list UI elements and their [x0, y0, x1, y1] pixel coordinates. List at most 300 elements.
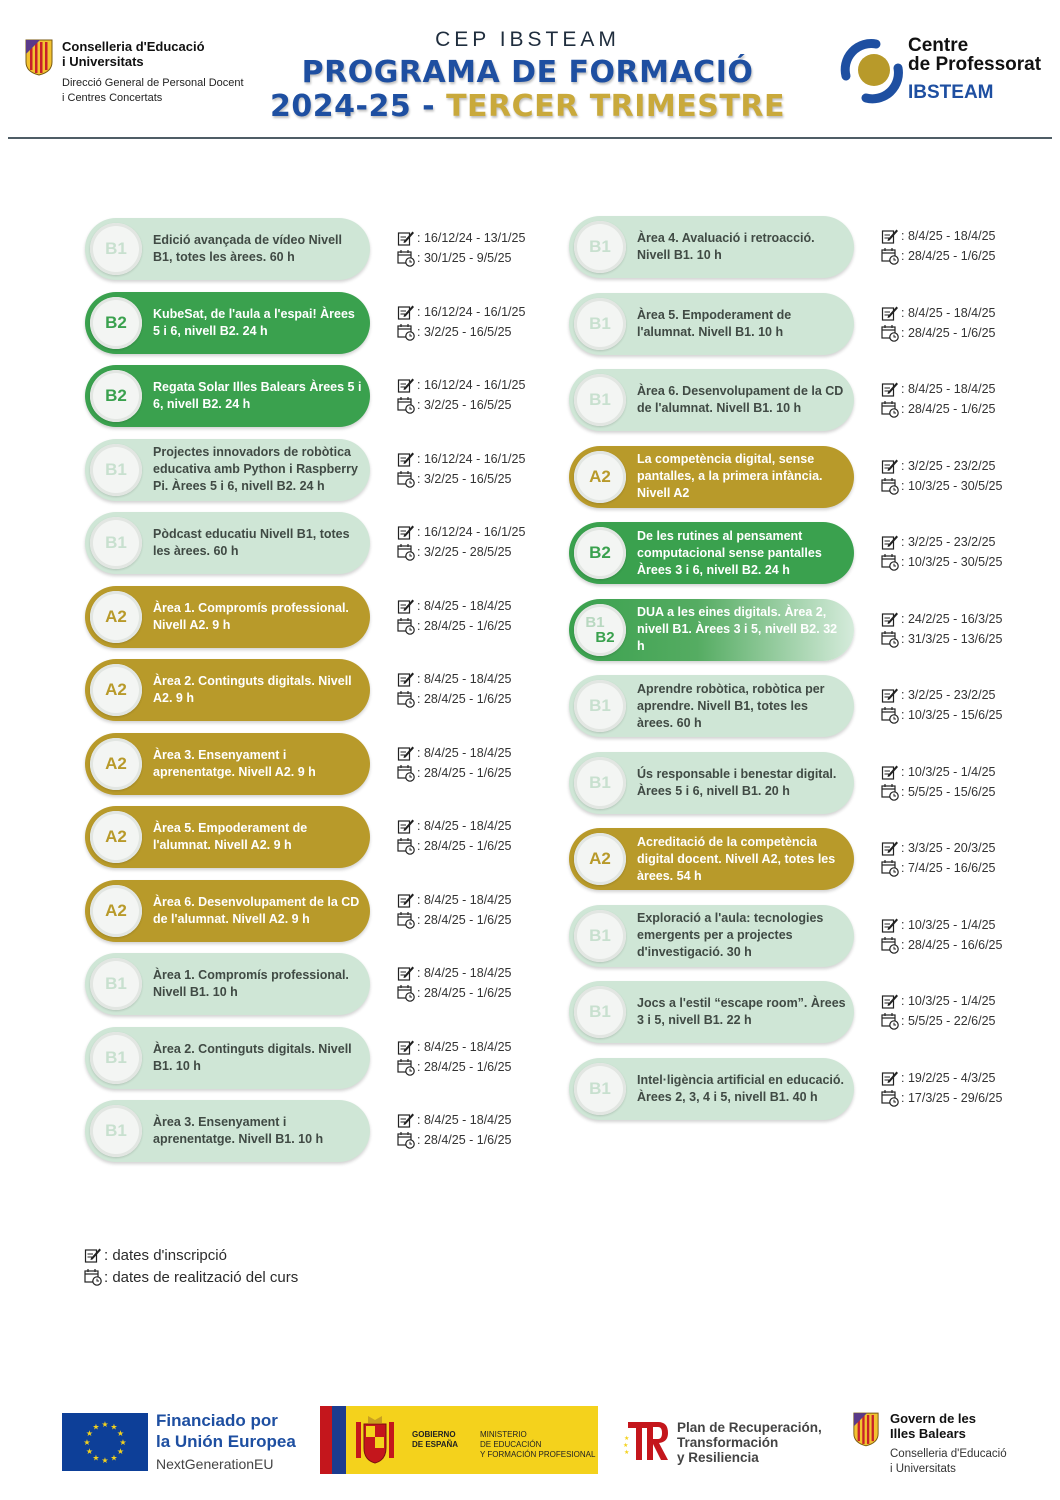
realization-dates-value: : 3/2/25 - 28/5/25: [417, 545, 512, 559]
course-dates: [397, 596, 512, 636]
realization-dates-value: : 3/2/25 - 16/5/25: [417, 471, 512, 486]
course-dates: [881, 303, 996, 343]
level-badge-label: A2: [105, 900, 127, 920]
calendar-clock-icon: [881, 630, 899, 648]
level-badge: [574, 1063, 626, 1115]
centre-professorat-logo: [836, 36, 1046, 106]
calendar-clock-icon: [881, 859, 899, 877]
inscription-dates: [397, 522, 525, 542]
svg-text:★: ★: [92, 1453, 100, 1463]
realization-dates: [881, 935, 1002, 955]
realization-dates-value: : 3/2/25 - 16/5/25: [417, 398, 512, 412]
realization-dates: [397, 1057, 512, 1077]
inscription-icon: [881, 610, 899, 628]
balearic-crest-icon: [24, 38, 54, 76]
calendar-clock-icon: [397, 1058, 415, 1076]
cep-ibsteam: IBSTEAM: [908, 82, 994, 103]
level-badge-label: B1: [105, 1121, 127, 1140]
calendar-clock-icon: [397, 837, 415, 855]
course-pill: [85, 806, 370, 868]
course-pill: [85, 586, 370, 648]
level-badge: [574, 757, 626, 809]
course-title: [637, 905, 847, 967]
calendar-clock-icon: [397, 323, 415, 341]
course-pill: [85, 659, 370, 721]
govern-balears-crest-icon: [852, 1410, 880, 1448]
calendar-clock-icon: [881, 706, 899, 724]
inscription-dates: [397, 302, 525, 322]
gobierno-line1: GOBIERNO: [412, 1430, 456, 1439]
realization-dates: [881, 552, 1002, 572]
course-title-text: Acreditació de la competència digital docent. Nivell A2, totes les àrees. 54 h: [637, 834, 836, 883]
conselleria-name: [62, 39, 205, 69]
level-badge-label: B2: [105, 386, 127, 405]
inscription-dates: [881, 532, 1002, 552]
inscription-icon: [397, 303, 415, 321]
prtr-logo-icon: [622, 1416, 672, 1466]
conselleria-name-line2: i Universitats: [62, 54, 144, 69]
calendar-clock-icon: [881, 400, 899, 418]
calendar-clock-icon: [881, 324, 899, 342]
realization-dates-value: : 28/4/25 - 1/6/25: [417, 1133, 512, 1147]
page-title: [240, 56, 815, 124]
cep-name: [908, 36, 1041, 74]
page-title-line2: [240, 90, 815, 124]
inscription-icon: [881, 304, 899, 322]
course-pill: [85, 953, 370, 1015]
flag-blue-stripe: [332, 1406, 346, 1474]
inscription-dates: [881, 379, 996, 399]
inscription-icon: [397, 597, 415, 615]
course-title-text: Edició avançada de vídeo Nivell B1, totes les àrees. 60 h: [153, 233, 342, 264]
level-badge-label: B1: [589, 925, 611, 945]
direccio-general-line1: Direcció General de Personal Docent: [62, 77, 244, 89]
inscription-dates: [397, 596, 512, 616]
course-pill: [569, 216, 854, 278]
course-pill: [569, 369, 854, 431]
level-badge: [90, 517, 142, 569]
inscription-dates-value: : 8/4/25 - 18/4/25: [417, 598, 512, 613]
realization-dates-value: : 10/3/25 - 15/6/25: [901, 708, 1003, 722]
realization-dates: [881, 1088, 1002, 1108]
gobierno-text: [412, 1430, 458, 1450]
ministerio-text: [480, 1430, 595, 1460]
inscription-dates: [397, 669, 512, 689]
calendar-clock-icon: [397, 1131, 415, 1149]
course-dates: [881, 762, 996, 802]
inscription-dates-value: : 16/12/24 - 16/1/25: [417, 525, 526, 539]
inscription-dates: [397, 816, 512, 836]
realization-dates-value: : 10/3/25 - 30/5/25: [901, 555, 1003, 569]
level-badge-label: A2: [589, 466, 611, 486]
gobierno-line2: DE ESPAÑA: [412, 1440, 459, 1449]
course-title-text: KubeSat, de l'aula a l'espai! Àrees 5 i 6, nivell B2. 24 h: [153, 306, 355, 338]
course-pill: [569, 828, 854, 890]
level-badge: [90, 885, 142, 937]
realization-dates-value: : 28/4/25 - 1/6/25: [417, 692, 512, 706]
inscription-dates-value: : 8/4/25 - 18/4/25: [417, 745, 512, 760]
next-generation-eu: NextGenerationEU: [156, 1456, 274, 1472]
inscription-dates-value: : 3/2/25 - 23/2/25: [901, 535, 996, 549]
level-badge: [90, 1105, 142, 1157]
realization-dates-value: : 28/4/25 - 1/6/25: [417, 839, 512, 853]
course-dates: [397, 669, 512, 709]
course-dates: [881, 456, 1002, 496]
course-pill: [85, 439, 370, 501]
inscription-dates: [397, 1110, 512, 1130]
course-title: [637, 752, 847, 814]
level-badge: [574, 986, 626, 1038]
course-title: [153, 880, 363, 942]
level-badge: [574, 221, 626, 273]
course-dates: [397, 1110, 512, 1150]
course-pill: [85, 512, 370, 574]
course-title: [153, 292, 363, 354]
realization-dates-value: : 28/4/25 - 16/6/25: [901, 937, 1003, 952]
course-title-text: Exploració a l'aula: tecnologies emergents per a projectes d'investigació. 30 h: [637, 911, 824, 959]
level-badge-label: B1: [589, 1002, 611, 1021]
level-badge-label: B1: [589, 1078, 611, 1098]
spain-coat-of-arms-icon: [354, 1414, 396, 1466]
level-badge-b1: B1: [585, 613, 605, 631]
direccio-general-line2: i Centres Concertats: [62, 92, 163, 104]
calendar-clock-icon: [397, 984, 415, 1002]
svg-text:★: ★: [119, 1438, 127, 1447]
realization-dates: [881, 629, 1002, 649]
calendar-clock-icon: [397, 690, 415, 708]
level-badge: [574, 374, 626, 426]
realization-dates: [397, 395, 525, 415]
course-pill: [85, 1027, 370, 1089]
svg-text:★: ★: [85, 1429, 94, 1438]
course-title-text: Àrea 1. Compromís professional. Nivell A2. 9 h: [153, 600, 349, 632]
calendar-clock-icon: [397, 396, 415, 414]
course-title: [153, 439, 363, 501]
course-dates: [397, 522, 525, 562]
realization-dates: [397, 836, 512, 856]
inscription-icon: [397, 670, 415, 688]
level-badge: [90, 370, 142, 422]
realization-dates-value: : 28/4/25 - 1/6/25: [417, 1059, 512, 1074]
level-badge-label: B1: [105, 533, 127, 552]
inscription-dates-value: : 3/2/25 - 23/2/25: [901, 458, 996, 473]
course-title-text: Jocs a l'estil “escape room”. Àrees 3 i 5, nivell B1. 22 h: [637, 996, 846, 1027]
realization-dates: [397, 983, 512, 1003]
prtr-line1: Plan de Recuperación,: [677, 1420, 822, 1435]
inscription-dates-value: : 8/4/25 - 18/4/25: [417, 1113, 512, 1127]
prtr-text: [677, 1420, 822, 1465]
inscription-icon: [397, 817, 415, 835]
realization-dates: [397, 248, 525, 268]
course-pill: [569, 905, 854, 967]
course-pill: [569, 752, 854, 814]
course-pill: [85, 1100, 370, 1162]
calendar-clock-icon: [397, 470, 415, 488]
level-badge-label: B1: [589, 313, 611, 333]
course-title: [637, 1058, 847, 1120]
level-badge-b2: B2: [595, 628, 615, 646]
inscription-dates-value: : 3/2/25 - 23/2/25: [901, 688, 996, 702]
realization-dates: [881, 1011, 996, 1031]
course-dates: [397, 816, 512, 856]
calendar-clock-icon: [397, 617, 415, 635]
inscription-icon: [397, 376, 415, 394]
legend-realization-label: : dates de realització del curs: [104, 1268, 299, 1286]
inscription-dates: [881, 226, 996, 246]
inscription-dates-value: : 8/4/25 - 18/4/25: [417, 892, 512, 907]
inscription-icon: [881, 227, 899, 245]
realization-dates: [881, 858, 996, 878]
govern-conselleria-line2: i Universitats: [890, 1463, 956, 1475]
calendar-clock-icon: [881, 783, 899, 801]
title-year: 2024-25 -: [270, 89, 447, 124]
level-badge: [90, 591, 142, 643]
conselleria-name-line1: Conselleria d'Educació: [62, 39, 205, 54]
inscription-dates-value: : 10/3/25 - 1/4/25: [901, 994, 996, 1008]
calendar-clock-icon: [881, 553, 899, 571]
course-title: [637, 828, 847, 890]
course-pill: [85, 218, 370, 280]
svg-text:★: ★: [624, 1435, 630, 1442]
legend: [84, 1244, 298, 1288]
realization-dates: [881, 399, 996, 419]
inscription-icon: [881, 839, 899, 857]
inscription-dates: [397, 1037, 512, 1057]
govern-conselleria-line1: Conselleria d'Educació: [890, 1448, 1007, 1460]
calendar-clock-icon: [881, 936, 899, 954]
level-badge-label: B2: [105, 312, 127, 332]
realization-dates-value: : 3/2/25 - 16/5/25: [417, 324, 512, 339]
inscription-dates-value: : 8/4/25 - 18/4/25: [901, 382, 996, 396]
inscription-dates: [881, 303, 996, 323]
svg-text:★: ★: [101, 1420, 109, 1429]
ministerio-line3: Y FORMACIÓN PROFESIONAL: [480, 1450, 596, 1459]
level-badge: [574, 680, 626, 732]
inscription-dates: [881, 685, 1002, 705]
course-pill: [569, 981, 854, 1043]
level-badge-label: B2: [589, 543, 611, 562]
inscription-icon: [397, 523, 415, 541]
course-pill: [569, 522, 854, 584]
gobierno-espana-logo: [320, 1406, 598, 1474]
level-badge: [90, 958, 142, 1010]
inscription-dates: [881, 991, 996, 1011]
course-pill: [85, 365, 370, 427]
calendar-clock-icon: [397, 911, 415, 929]
inscription-dates: [881, 456, 1002, 476]
course-pill: [85, 733, 370, 795]
course-title-text: Àrea 5. Empoderament de l'alumnat. Nivell A2. 9 h: [153, 821, 308, 852]
inscription-icon: [881, 533, 899, 551]
page-title-block: [240, 28, 815, 124]
course-title: [637, 446, 847, 508]
realization-dates-value: : 5/5/25 - 22/6/25: [901, 1014, 996, 1028]
course-title: [153, 733, 363, 795]
inscription-dates: [881, 915, 1002, 935]
inscription-icon: [881, 992, 899, 1010]
course-title-text: Àrea 1. Compromís professional. Nivell B1. 10 h: [153, 968, 349, 999]
realization-dates: [397, 1130, 512, 1150]
inscription-dates-value: : 8/4/25 - 18/4/25: [417, 819, 512, 833]
inscription-dates: [397, 449, 525, 469]
level-badge-label: A2: [105, 606, 127, 626]
inscription-dates-value: : 8/4/25 - 18/4/25: [417, 966, 512, 980]
inscription-icon: [84, 1246, 102, 1264]
realization-dates-value: : 28/4/25 - 1/6/25: [901, 325, 996, 340]
level-badge-label: B1: [589, 390, 611, 409]
inscription-icon: [397, 1111, 415, 1129]
inscription-icon: [397, 229, 415, 247]
inscription-icon: [397, 744, 415, 762]
svg-text:★: ★: [92, 1422, 100, 1432]
realization-dates: [397, 763, 512, 783]
course-title: [153, 1027, 363, 1089]
course-title-text: DUA a les eines digitals. Àrea 2, nivell B1. Àrees 3 i 5, nivell B2. 32 h: [637, 605, 838, 653]
course-dates: [881, 532, 1002, 572]
level-badge: [90, 297, 142, 349]
course-dates: [397, 890, 512, 930]
realization-dates-value: : 17/3/25 - 29/6/25: [901, 1090, 1003, 1105]
calendar-clock-icon: [881, 247, 899, 265]
realization-dates: [397, 469, 525, 489]
ministerio-line1: MINISTERIO: [480, 1430, 527, 1439]
realization-dates: [397, 689, 512, 709]
course-title: [637, 522, 847, 584]
course-pill: [569, 293, 854, 355]
realization-dates-value: : 28/4/25 - 1/6/25: [417, 618, 512, 633]
realization-dates-value: : 30/1/25 - 9/5/25: [417, 251, 512, 265]
legend-inscription: [84, 1244, 298, 1266]
inscription-icon: [397, 891, 415, 909]
govern-balears-name: [890, 1411, 976, 1441]
course-title-text: Àrea 4. Avaluació i retroacció. Nivell B1. 10 h: [637, 231, 815, 262]
course-title: [637, 369, 847, 431]
course-dates: [881, 915, 1002, 955]
cep-logo-icon: [836, 36, 904, 104]
course-pill: [569, 446, 854, 508]
svg-text:★: ★: [116, 1429, 125, 1438]
svg-text:★: ★: [110, 1422, 118, 1432]
course-title: [153, 1100, 363, 1162]
inscription-dates-value: : 8/4/25 - 18/4/25: [417, 672, 512, 686]
level-badge-label: B1: [589, 772, 611, 792]
realization-dates: [881, 476, 1002, 496]
svg-text:★: ★: [101, 1456, 109, 1465]
realization-dates-value: : 7/4/25 - 16/6/25: [901, 861, 996, 875]
realization-dates: [881, 782, 996, 802]
level-badge: [90, 738, 142, 790]
legend-realization: [84, 1266, 298, 1288]
level-badge: [574, 298, 626, 350]
govern-conselleria: [890, 1447, 1007, 1477]
level-badge: [574, 910, 626, 962]
inscription-dates: [397, 743, 512, 763]
level-badge-label: B1: [589, 237, 611, 256]
course-title-text: Regata Solar Illes Balears Àrees 5 i 6, nivell B2. 24 h: [153, 380, 362, 411]
calendar-clock-icon: [881, 477, 899, 495]
calendar-clock-icon: [397, 249, 415, 267]
inscription-dates-value: : 19/2/25 - 4/3/25: [901, 1070, 996, 1085]
course-title: [637, 599, 847, 661]
course-title-text: Àrea 3. Ensenyament i aprenentatge. Nivell B1. 10 h: [153, 1115, 324, 1146]
level-badge-label: A2: [105, 680, 127, 699]
inscription-dates-value: : 16/12/24 - 13/1/25: [417, 231, 526, 245]
course-dates: [397, 375, 525, 415]
realization-dates: [397, 616, 512, 636]
course-title-text: Àrea 6. Desenvolupament de la CD de l'alumnat. Nivell B1. 10 h: [637, 384, 844, 415]
inscription-dates-value: : 3/3/25 - 20/3/25: [901, 841, 996, 855]
inscription-dates-value: : 16/12/24 - 16/1/25: [417, 451, 526, 466]
course-dates: [881, 226, 996, 266]
realization-dates: [397, 910, 512, 930]
page-title-line1: PROGRAMA DE FORMACIÓ: [301, 55, 754, 90]
course-dates: [397, 449, 525, 489]
inscription-dates: [397, 890, 512, 910]
eu-flag-icon: [62, 1413, 148, 1471]
course-dates: [397, 963, 512, 1003]
course-title: [637, 293, 847, 355]
level-badge: [574, 451, 626, 503]
course-title-text: Àrea 3. Ensenyament i aprenentatge. Nivell A2. 9 h: [153, 747, 316, 779]
inscription-icon: [881, 380, 899, 398]
govern-balears-line2: Illes Balears: [890, 1426, 966, 1441]
svg-text:★: ★: [83, 1438, 91, 1447]
govern-balears-line1: Govern de les: [890, 1411, 976, 1426]
course-title-text: Intel·ligència artificial en educació. Àrees 2, 3, 4 i 5, nivell B1. 40 h: [637, 1072, 845, 1104]
course-dates: [881, 685, 1002, 725]
course-title-text: La competència digital, sense pantalles, a la primera infància. Nivell A2: [637, 452, 823, 500]
course-title-text: Pòdcast educatiu Nivell B1, totes les àrees. 60 h: [153, 527, 350, 558]
level-badge-label: B1: [589, 696, 611, 715]
course-pill: [569, 1058, 854, 1120]
title-trimester: TERCER TRIMESTRE: [446, 89, 785, 124]
inscription-dates-value: : 8/4/25 - 18/4/25: [901, 305, 996, 320]
course-title: [153, 659, 363, 721]
course-title: [153, 365, 363, 427]
realization-dates-value: : 28/4/25 - 1/6/25: [901, 402, 996, 416]
inscription-icon: [397, 450, 415, 468]
level-badge-label: B1: [105, 459, 127, 479]
course-title-text: Àrea 5. Empoderament de l'alumnat. Nivell B1. 10 h: [637, 307, 792, 339]
inscription-dates-value: : 16/12/24 - 16/1/25: [417, 304, 526, 319]
inscription-dates-value: : 24/2/25 - 16/3/25: [901, 611, 1003, 626]
level-badge: [90, 664, 142, 716]
calendar-clock-icon: [881, 1012, 899, 1030]
level-badge: [574, 833, 626, 885]
level-badge-label: B1: [105, 974, 127, 993]
course-title-text: Àrea 6. Desenvolupament de la CD de l'alumnat. Nivell A2. 9 h: [153, 894, 360, 926]
svg-text:★: ★: [85, 1447, 94, 1456]
inscription-icon: [881, 916, 899, 934]
calendar-clock-icon: [881, 1089, 899, 1107]
level-badge: [90, 444, 142, 496]
inscription-dates: [881, 1068, 1002, 1088]
cep-name-line2: de Professorat: [908, 54, 1042, 75]
course-dates: [881, 609, 1002, 649]
level-badge: [90, 1032, 142, 1084]
inscription-dates-value: : 8/4/25 - 18/4/25: [901, 229, 996, 243]
inscription-dates-value: : 8/4/25 - 18/4/25: [417, 1039, 512, 1054]
level-badge-label: B1: [105, 1047, 127, 1067]
course-title-text: Àrea 2. Continguts digitals. Nivell A2. 9 h: [153, 674, 352, 705]
course-dates: [881, 379, 996, 419]
svg-text:★: ★: [116, 1447, 125, 1456]
realization-dates-value: : 28/4/25 - 1/6/25: [901, 249, 996, 263]
course-dates: [397, 743, 512, 783]
level-badge-label: A2: [105, 753, 127, 773]
header-divider: [8, 137, 1052, 139]
level-badge: [90, 223, 142, 275]
